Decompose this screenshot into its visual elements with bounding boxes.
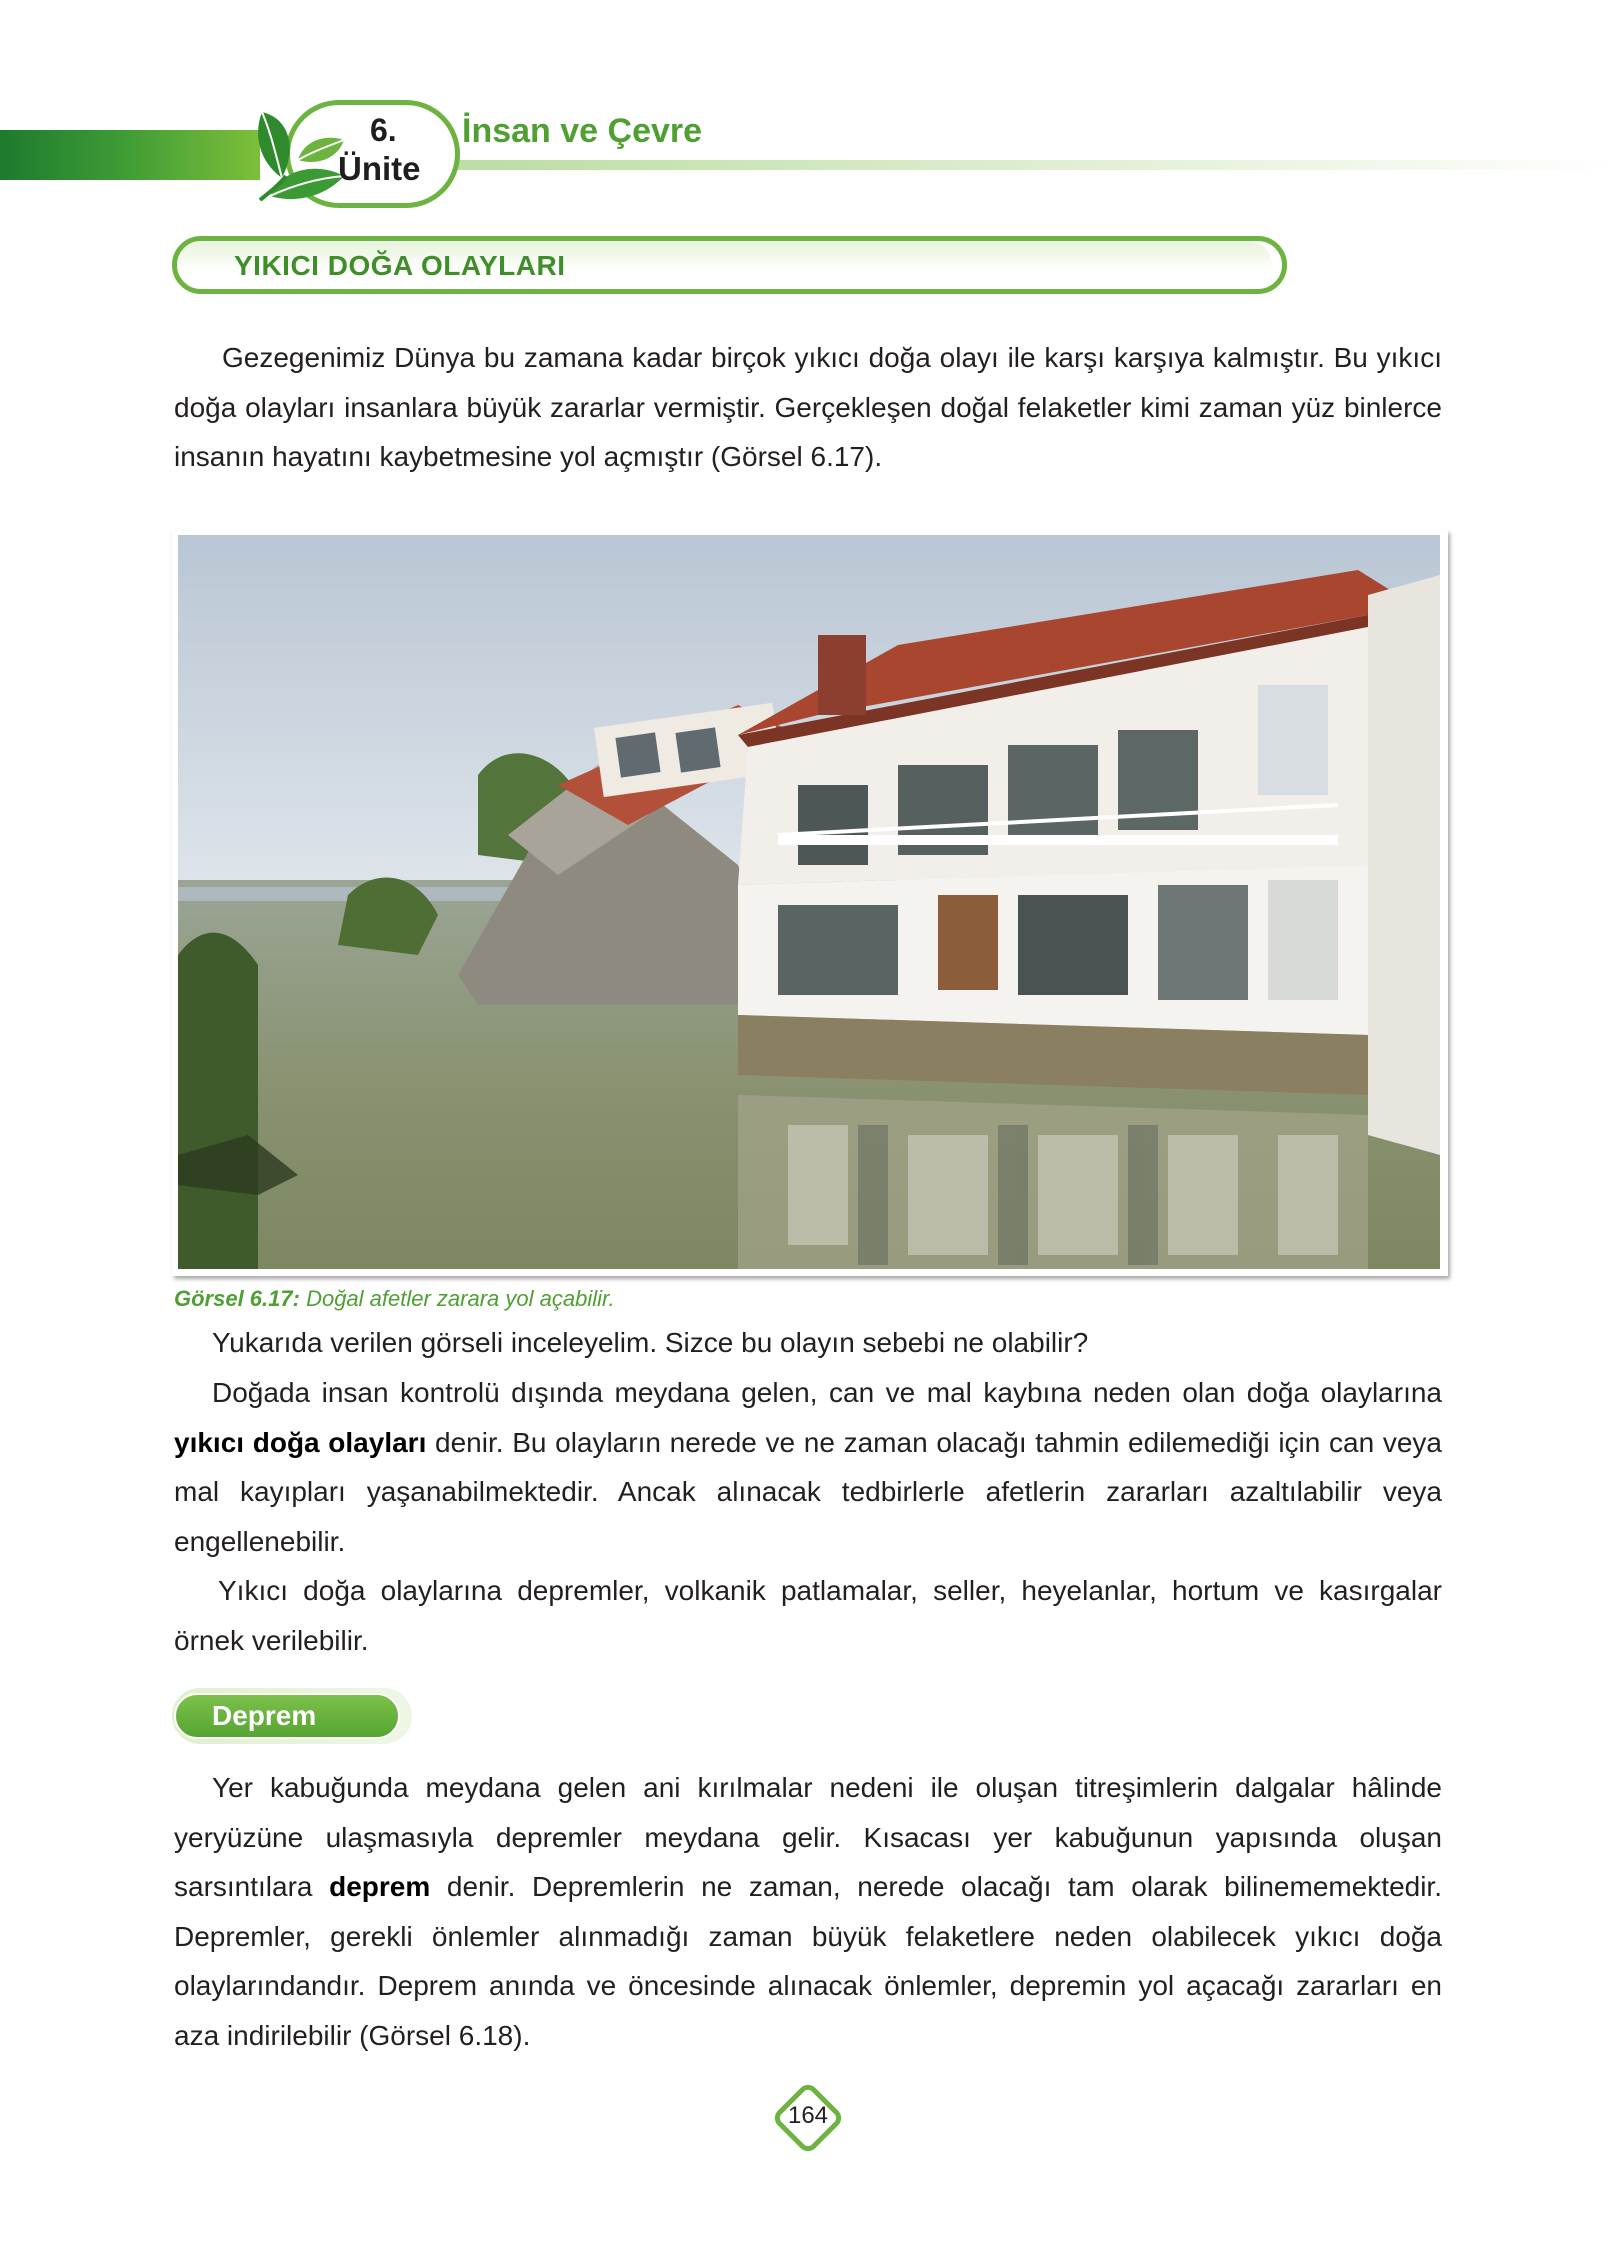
deprem-term: deprem	[329, 1871, 431, 1902]
definition-text-1: Doğada insan kontrolü dışında meydana gelen, can ve mal kaybına neden olan doğa olaylarına	[212, 1377, 1442, 1408]
question-paragraph: Yukarıda verilen görseli inceleyelim. Sizce bu olayın sebebi ne olabilir?	[212, 1327, 1089, 1358]
definition-text-2: denir. Bu olayların nerede ve ne zaman olacağı tahmin edilemediği için can veya mal kayıpları yaşanabilmektedir. Ancak alınacak tedbirlerle afetlerin zararları azaltılabilir veya engellenebilir.	[174, 1426, 1442, 1557]
intro-paragraph: Gezegenimiz Dünya bu zamana kadar birçok yıkıcı doğa olayı ile karşı karşıya kalmıştır. Bu yıkıcı doğa olayları insanlara büyük zararlar vermiştir. Gerçekleşen doğal felaketler kimi zaman yüz binlerce insanın hayatını kaybetmesine yol açmıştır (Görsel 6.17).	[174, 342, 1442, 472]
definition-term: yıkıcı doğa olayları	[174, 1426, 427, 1458]
examples-paragraph: Yıkıcı doğa olaylarına depremler, volkanik patlamalar, seller, heyelanlar, hortum ve kasırgalar örnek verilebilir.	[174, 1575, 1442, 1656]
deprem-text-1: Yer kabuğunda meydana gelen ani kırılmalar nedeni ile oluşan titreşimlerin dalgalar hâlinde yeryüzüne ulaşmasıyla depremler meydana gelir. Kısacası yer kabuğunun yapısında oluşan sarsıntılara	[174, 1772, 1442, 1902]
definition-paragraph	[174, 1368, 1442, 1566]
caption-text: Doğal afetler zarara yol açabilir.	[299, 1286, 615, 1311]
deprem-text-2: denir. Depremlerin ne zaman, nerede olacağı tam olarak bilinememektedir. Depremler, gerekli önlemler alınmadığı zaman büyük felaketlere neden olabilecek yıkıcı doğa olaylarındandır. Deprem anında ve öncesinde alınacak önlemler, depremin yol açacağı zararları en aza indirilebilir (Görsel 6.18).	[174, 1871, 1442, 2051]
header-band	[0, 130, 260, 180]
deprem-paragraph	[174, 1763, 1442, 2060]
page-number: 164	[787, 2102, 829, 2129]
header-rule	[420, 160, 1615, 170]
flood-damaged-building-photo	[178, 535, 1440, 1269]
unit-label: Ünite	[338, 150, 421, 187]
unit-number: 6.	[370, 112, 397, 148]
figure-caption	[174, 1286, 615, 1312]
subheading-deprem: Deprem	[212, 1700, 317, 1731]
unit-title: İnsan ve Çevre	[462, 112, 703, 150]
caption-label: Görsel 6.17:	[174, 1286, 300, 1311]
section-title: YIKICI DOĞA OLAYLARI	[234, 250, 566, 281]
